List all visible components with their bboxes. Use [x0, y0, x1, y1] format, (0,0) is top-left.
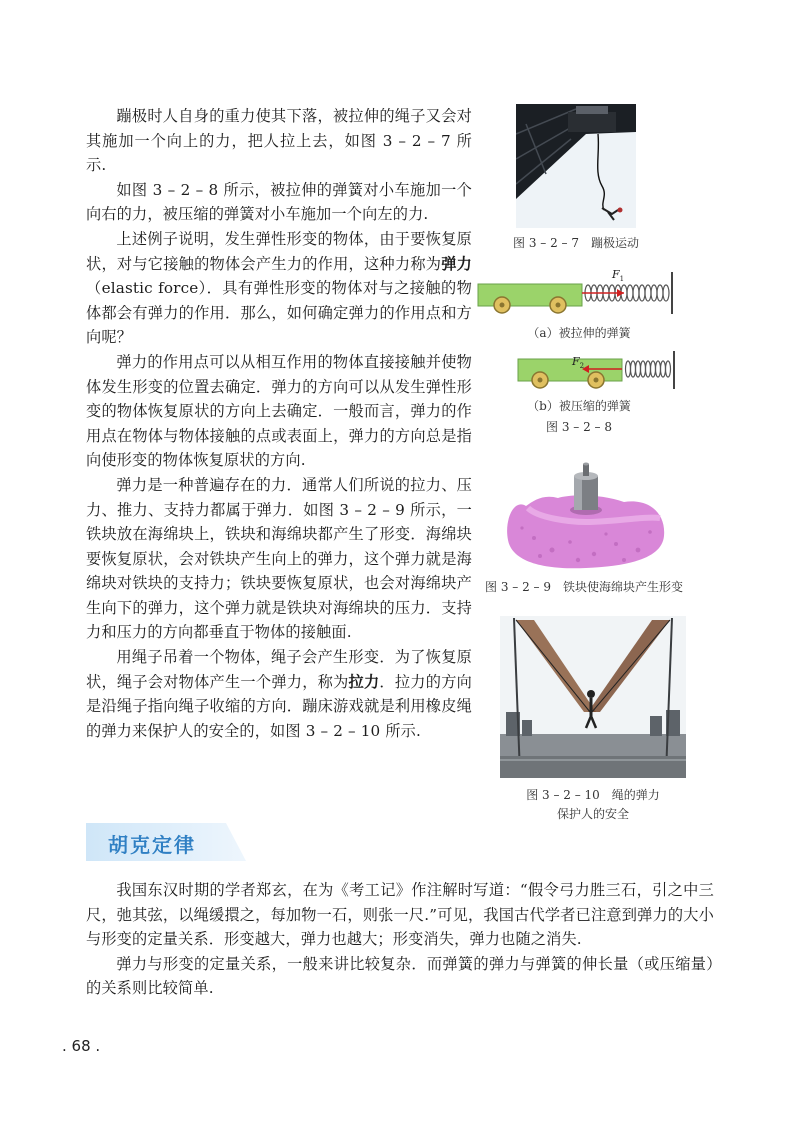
section-heading-hooke-law [86, 823, 246, 861]
figure-3-2-9 [474, 458, 694, 597]
bungee-photo [516, 104, 636, 228]
caption-fig-3-2-10-line2: 保护人的安全 [556, 807, 629, 821]
force-f2-subscript: 2 [579, 362, 585, 370]
paragraph-zheng-xuan: 我国东汉时期的学者郑玄，在为《考工记》作注解时写道：“假令弓力胜三石，引之中三尺，弛其弦，以绳缓擐之，每加物一石，则张一尺.”可见，我国古代学者已注意到弹力的大小与形变的定量关系．形变越大，弹力也越大；形变消失，弹力也随之消失. [86, 881, 714, 949]
figure-3-2-10 [500, 616, 686, 824]
compressed-spring-diagram [474, 349, 684, 393]
force-f1-subscript: 1 [619, 275, 625, 283]
figure-3-2-8 [474, 262, 684, 437]
paragraph-bungee: 蹦极时人自身的重力使其下落，被拉伸的绳子又会对其施加一个向上的力，把人拉上去，如图 3 – 2 – 7 所示. [86, 107, 472, 175]
force-f1-label [611, 268, 624, 283]
force-f2-letter: F [572, 355, 580, 368]
paragraph-common-forces: 弹力是一种普遍存在的力．通常人们所说的拉力、压力、推力、支持力都属于弹力．如图 3 – 2 – 9 所示，一铁块放在海绵块上，铁块和海绵块都产生了形变．海绵块要恢复原状，会对铁块产生向上的弹力，这个弹力就是海绵块对铁块的支持力；铁块要恢复原状，也会对海绵块产生向下的弹力，这个弹力就是铁块对海绵块的压力．支持力和压力的方向都垂直于物体的接触面. [86, 475, 472, 642]
term-elastic-force: 弹力 [441, 254, 472, 273]
tension-text-before: 用绳子吊着一个物体，绳子会产生形变．为了恢复原状，绳子会对物体产生一个弹力，称为 [86, 648, 472, 691]
force-f2-label [571, 355, 584, 370]
trampoline-photo [500, 616, 686, 778]
stretched-spring-diagram [474, 262, 684, 318]
left-text-column [86, 104, 472, 743]
paragraph-spring-relation: 弹力与形变的定量关系，一般来讲比较复杂．而弹簧的弹力与弹簧的伸长量（或压缩量）的关系则比较简单. [86, 954, 714, 998]
caption-fig-3-2-9: 图 3 – 2 – 9 铁块使海绵块产生形变 [485, 580, 683, 594]
page-number: . 68 . [62, 1037, 101, 1055]
bottom-text-column [86, 878, 714, 1001]
paragraph-point-direction: 弹力的作用点可以从相互作用的物体直接接触并使物体发生形变的位置去确定．弹力的方向可以从发生弹性形变的物体恢复原状的方向上去确定．一般而言，弹力的作用点在物体与物体接触的点或表面上，弹力的方向总是指向使形变的物体恢复原状的方向. [86, 352, 472, 470]
section-title: 胡克定律 [108, 833, 196, 857]
caption-fig-3-2-8: 图 3 – 2 – 8 [546, 420, 612, 434]
sponge-iron-photo [474, 458, 694, 574]
elastic-text-after: （elastic force）．具有弹性形变的物体对与之接触的物体都会有弹力的作用．那么，如何确定弹力的作用点和方向呢？ [86, 279, 472, 347]
term-tension: 拉力 [348, 672, 380, 691]
paragraph-elastic-force [86, 227, 472, 350]
figure-3-2-7 [513, 104, 639, 253]
paragraph-spring-cart: 如图 3 – 2 – 8 所示，被拉伸的弹簧对小车施加一个向右的力，被压缩的弹簧对小车施加一个向左的力. [86, 180, 472, 224]
paragraph-tension [86, 645, 472, 743]
force-f1-letter: F [612, 268, 620, 281]
caption-fig-3-2-8-a: （a）被拉伸的弹簧 [527, 326, 631, 340]
caption-fig-3-2-10-line1: 图 3 – 2 – 10 绳的弹力 [526, 788, 660, 802]
caption-fig-3-2-7: 图 3 – 2 – 7 蹦极运动 [513, 236, 639, 250]
elastic-text-before: 上述例子说明，发生弹性形变的物体，由于要恢复原状，对与它接触的物体会产生力的作用，这种力称为 [86, 229, 472, 273]
caption-fig-3-2-8-b: （b）被压缩的弹簧 [527, 399, 631, 413]
tension-text-after: ．拉力的方向是沿绳子指向绳子收缩的方向．蹦床游戏就是利用橡皮绳的弹力来保护人的安全的，如图 3 – 2 – 10 所示. [86, 672, 472, 740]
